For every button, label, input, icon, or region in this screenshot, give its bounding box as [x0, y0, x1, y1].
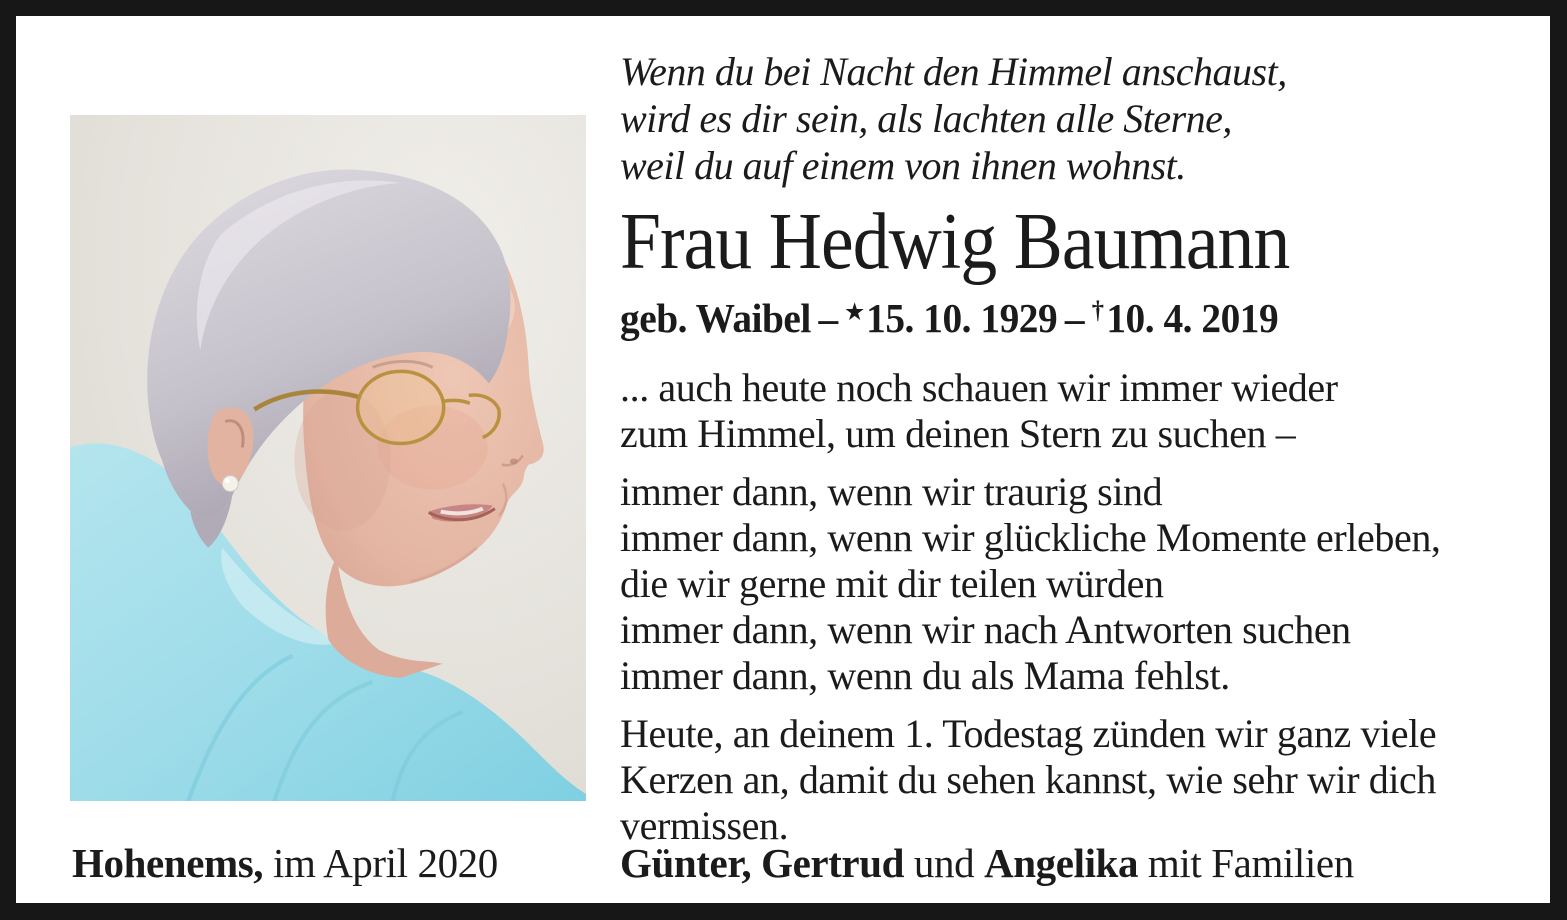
intro-line: zum Himmel, um deinen Stern zu suchen –	[620, 410, 1296, 456]
closing-paragraph	[620, 711, 1566, 849]
signature-connector: und	[913, 840, 975, 886]
date-text: im April 2020	[273, 840, 498, 886]
closing-line: Heute, an deinem 1. Todestag zünden wir ganz viele	[620, 710, 1437, 756]
signature-names: Angelika	[984, 840, 1139, 886]
dash-separator: –	[818, 294, 838, 341]
place-date-line	[72, 839, 498, 887]
portrait-illustration	[70, 115, 586, 801]
verse-line: wird es dir sein, als lachten alle Sterne,	[620, 96, 1232, 141]
signature-line	[620, 839, 1354, 887]
signature-suffix: mit Familien	[1147, 840, 1354, 886]
intro-paragraph	[620, 365, 1566, 457]
portrait-photo	[70, 115, 586, 801]
birth-star-icon: ★	[845, 299, 864, 324]
text-column	[620, 16, 1566, 849]
birth-date: 15. 10. 1929	[866, 294, 1058, 341]
maiden-name: geb. Waibel	[620, 294, 811, 341]
opening-verse	[620, 48, 1566, 189]
refrain-paragraph	[620, 469, 1566, 699]
glasses-lens	[358, 371, 444, 443]
death-date: 10. 4. 2019	[1106, 294, 1279, 341]
refrain-line: immer dann, wenn wir traurig sind	[620, 468, 1163, 514]
place-name: Hohenems,	[72, 840, 264, 886]
verse-line: weil du auf einem von ihnen wohnst.	[620, 143, 1186, 188]
signature-names: Günter, Gertrud	[620, 840, 905, 886]
refrain-line: die wir gerne mit dir teilen würden	[620, 560, 1164, 606]
pearl-highlight	[225, 478, 230, 483]
pearl-earring	[222, 476, 238, 492]
refrain-line: immer dann, wenn wir glückliche Momente erleben,	[620, 514, 1441, 560]
closing-line: vermissen.	[620, 802, 789, 848]
intro-line: ... auch heute noch schauen wir immer wieder	[620, 364, 1338, 410]
birth-death-line	[620, 285, 1528, 343]
dash-separator: –	[1064, 294, 1085, 341]
refrain-line: immer dann, wenn wir nach Antworten suchen	[620, 606, 1351, 652]
memorial-card-sheet	[16, 16, 1550, 903]
refrain-line: immer dann, wenn du als Mama fehlst.	[620, 652, 1230, 698]
closing-line: Kerzen an, damit du sehen kannst, wie sehr wir dich	[620, 756, 1437, 802]
nostril	[510, 459, 518, 465]
deceased-name: Frau Hedwig Baumann	[620, 198, 1290, 286]
death-cross-icon: †	[1091, 296, 1104, 324]
verse-line: Wenn du bei Nacht den Himmel anschaust,	[620, 49, 1287, 94]
